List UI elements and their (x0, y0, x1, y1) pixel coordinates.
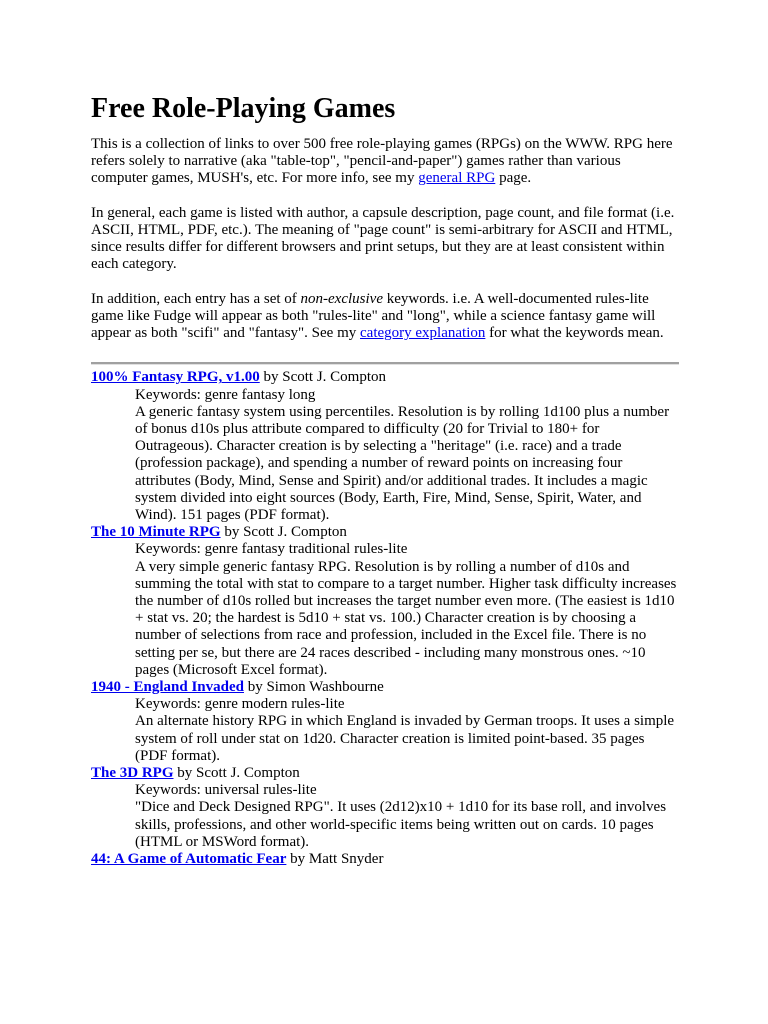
game-title-link[interactable]: 100% Fantasy RPG, v1.00 (91, 369, 260, 386)
game-title-link[interactable]: The 3D RPG (91, 765, 174, 782)
intro-p1-end: page. (495, 170, 532, 187)
game-description: A very simple generic fantasy RPG. Resolution is by rolling a number of d10s and summing the total with stat to compare to a target number. Higher task difficulty increases the number of d10s rolled but increases the target number even more. (The easiest is 1d10 + stat vs. 20; the hardest is 5d10 + stat vs. 100.) Character creation is by choosing a number of selections from race and profession, included in the Excel file. There is no setting per se, but there are 24 races described - including many monstrous ones. ~10 pages (Microsoft Excel format). (135, 558, 677, 678)
game-entry (91, 369, 678, 524)
game-entry-body (135, 696, 678, 765)
intro-p3-middle: keywords. i.e. A well-documented rules-lite game like Fudge will appear as both "rules-lite" and "long", while a science fantasy game will appear as both "scifi" and "fantasy". See my (91, 290, 656, 342)
intro-p3-emphasis: non-exclusive (300, 290, 383, 307)
game-keywords: Keywords: genre fantasy traditional rules-lite (135, 541, 408, 558)
game-author: by Simon Washbourne (243, 679, 384, 696)
intro-paragraph-2: In general, each game is listed with author, a capsule description, page count, and file format (i.e. ASCII, HTML, PDF, etc.). The meaning of "page count" is semi-arbitrary for ASCII and HTML, since results differ for different browsers and print setups, but they are at least consistent within each category. (91, 204, 675, 273)
intro-paragraph-1 (91, 136, 678, 188)
game-author: by Scott J. Compton (220, 524, 347, 541)
game-description: An alternate history RPG in which England is invaded by German troops. It uses a simple system of roll under stat on 1d20. Character creation is limited point-based. 35 pages (PDF format). (135, 713, 675, 764)
game-entry-header (91, 851, 678, 868)
game-entry-body (135, 541, 678, 679)
game-title-link[interactable]: The 10 Minute RPG (91, 524, 221, 541)
game-entry-header (91, 524, 678, 541)
game-description: A generic fantasy system using percentiles. Resolution is by rolling 1d100 plus a number of bonus d10s plus attribute compared to difficulty (20 for Trivial to 180+ for Outrageous). Character creation is by selecting a "heritage" (i.e. race) and a trade (profession package), and spending a number of reward points on increasing four attributes (Body, Mind, Sense and Spirit) and/or additional trades. It includes a magic system divided into eight sources (Body, Earth, Fire, Mind, Sense, Spirit, Water, and Wind). 151 pages (PDF format). (135, 403, 670, 524)
game-author: by Scott J. Compton (259, 369, 387, 386)
intro-p1-text: This is a collection of links to over 500 free role-playing games (RPGs) on the WWW. RPG here refers solely to narrative (aka "table-top", "pencil-and-paper") games rather than various computer games, MUSH's, etc. For more info, see my (91, 136, 673, 187)
intro-p3-text: In addition, each entry has a set of (91, 290, 301, 307)
game-keywords: Keywords: genre modern rules-lite (135, 696, 345, 713)
game-entry (91, 851, 678, 868)
game-entry-header (91, 679, 678, 696)
game-title-link[interactable]: 44: A Game of Automatic Fear (91, 851, 287, 868)
general-rpg-link[interactable]: general RPG (418, 170, 496, 187)
section-divider (91, 362, 679, 365)
game-title-link[interactable]: 1940 - England Invaded (91, 679, 244, 696)
game-entry-header (91, 369, 678, 386)
game-author: by Matt Snyder (286, 851, 384, 868)
game-description: "Dice and Deck Designed RPG". It uses (2d12)x10 + 1d10 for its base roll, and involves skills, professions, and other world-specific items being written out on cards. 10 pages (HTML or MSWord format). (135, 799, 667, 850)
intro-paragraph-3 (91, 291, 678, 343)
game-entry (91, 679, 678, 765)
category-explanation-link[interactable]: category explanation (360, 325, 486, 342)
intro-p3-end: for what the keywords mean. (485, 325, 664, 342)
game-entry (91, 524, 678, 679)
game-entry-body (135, 387, 678, 525)
game-entry-header (91, 765, 678, 782)
game-entry-body (135, 782, 678, 851)
game-author: by Scott J. Compton (173, 765, 300, 782)
game-keywords: Keywords: universal rules-lite (135, 782, 317, 799)
page-title: Free Role-Playing Games (91, 93, 396, 124)
game-entry (91, 765, 678, 851)
game-keywords: Keywords: genre fantasy long (135, 386, 316, 403)
